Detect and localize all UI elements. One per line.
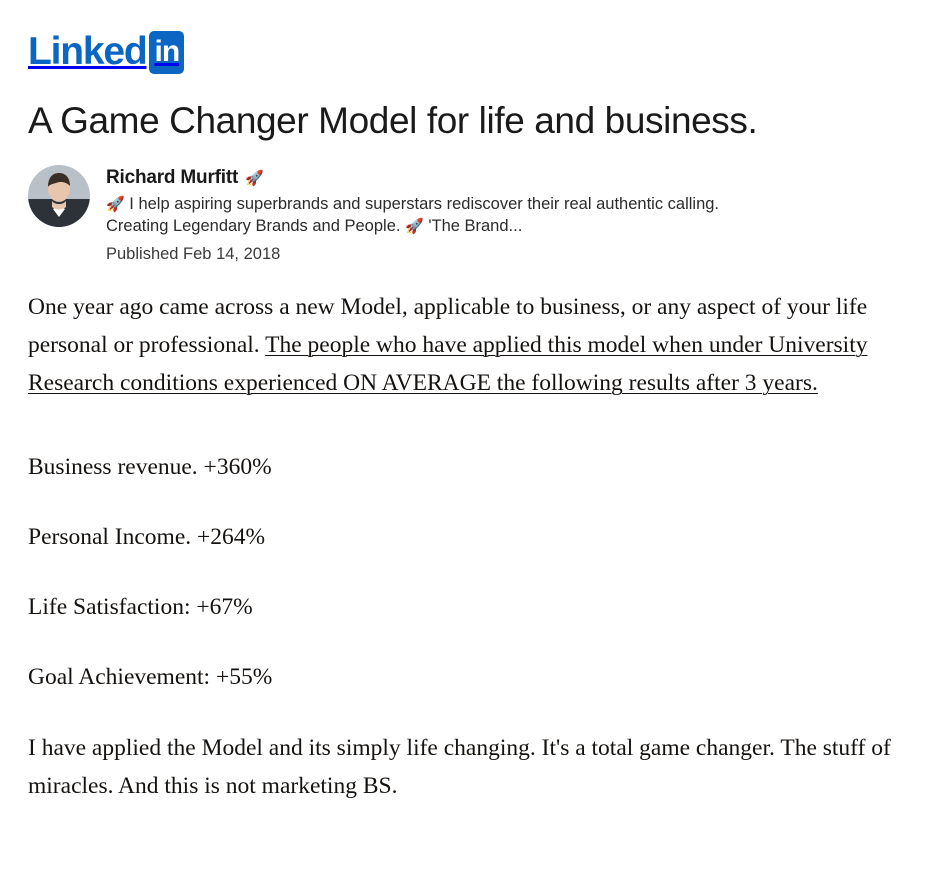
- rocket-icon: 🚀: [245, 169, 264, 187]
- paragraph-stat-goals: Goal Achievement: +55%: [28, 664, 273, 691]
- page-title: A Game Changer Model for life and business.: [28, 100, 758, 141]
- paragraph-intro: [28, 288, 898, 402]
- paragraph-stat-income: Personal Income. +264%: [28, 524, 266, 551]
- author-headline-text-1: I help aspiring superbrands and superstars rediscover their real authentic calling. Creating Legendary Brands and People.: [106, 194, 720, 236]
- article-body: [28, 288, 898, 805]
- paragraph-stat-revenue: Business revenue. +360%: [28, 454, 272, 481]
- linkedin-logo-word: Linked: [28, 29, 147, 73]
- intro-underlined-text: The people who have applied this model when under University Research conditions experienced ON AVERAGE the following results after 3 years.: [28, 332, 868, 397]
- author-name[interactable]: Richard Murfitt: [106, 166, 239, 188]
- published-date: Published Feb 14, 2018: [106, 245, 281, 264]
- rocket-icon: 🚀: [405, 218, 424, 236]
- author-meta: [106, 165, 898, 265]
- author-headline: [106, 193, 766, 239]
- rocket-icon: 🚀: [106, 195, 125, 213]
- author-name-row: [106, 167, 898, 189]
- author-block: [28, 165, 898, 265]
- paragraph-closing: I have applied the Model and its simply life changing. It's a total game changer. The stuff of miracles. And this is not marketing BS.: [28, 734, 891, 799]
- linkedin-logo[interactable]: [28, 30, 184, 73]
- intro-lead-text: One year ago came across a new Model, applicable to business, or any aspect of your life personal or professional.: [28, 294, 868, 359]
- linkedin-logo-badge: in: [149, 31, 184, 74]
- paragraph-stat-satisfaction: Life Satisfaction: +67%: [28, 594, 253, 621]
- linkedin-logo-row: [28, 28, 898, 74]
- author-headline-text-2: 'The Brand...: [428, 217, 523, 236]
- avatar-portrait-icon: [28, 165, 90, 227]
- avatar[interactable]: [28, 165, 90, 227]
